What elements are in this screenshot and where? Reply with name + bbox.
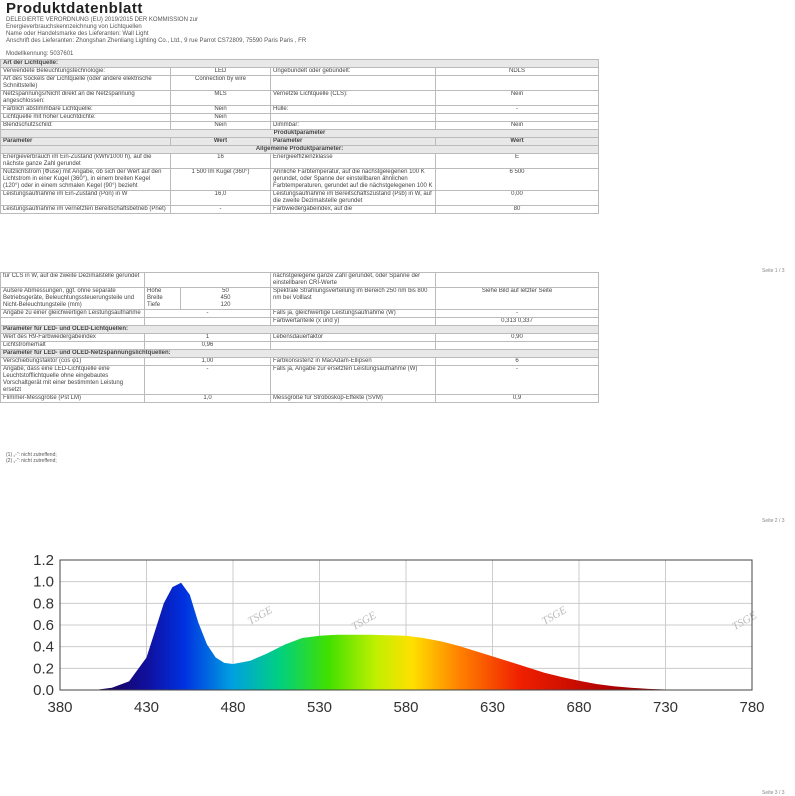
cell: [271, 342, 436, 350]
cell: -: [436, 310, 599, 318]
cell: Höhe Breite Tiefe: [145, 288, 181, 310]
column-header: Parameter: [1, 138, 171, 146]
cell: Farbwertanteile (x und y): [271, 318, 436, 326]
cell: 16,0: [171, 191, 271, 206]
cell: Wert des R9-Farbwiedergabeindex: [1, 334, 145, 342]
cell: -: [436, 366, 599, 395]
cell: Art des Sockels der Lichtquelle (oder andere elektrische Schnittstelle): [1, 76, 171, 91]
page-number: Seite 3 / 3: [762, 790, 785, 796]
cell: Verwendete Beleuchtungstechnologie:: [1, 68, 171, 76]
cell: Nein: [171, 106, 271, 114]
cell: Nein: [171, 122, 271, 130]
cell: 0,96: [145, 342, 271, 350]
cell: Flimmer-Messgröße (Pst LM): [1, 395, 145, 403]
section-header: Produktparameter: [1, 130, 599, 138]
cell: 50 450 120: [181, 288, 271, 310]
cell: [436, 114, 599, 122]
cell: E: [436, 154, 599, 169]
cell: Siehe Bild auf letzter Seite: [436, 288, 599, 310]
product-table-page1: [0, 59, 599, 214]
cell: [145, 318, 271, 326]
cell: Lichtquelle mit hoher Leuchtdichte:: [1, 114, 171, 122]
spectrum-chart: [0, 540, 795, 720]
cell: Hülle:: [271, 106, 436, 114]
x-tick-label: 680: [566, 699, 592, 716]
cell: Nein: [436, 91, 599, 106]
section-header: Parameter für LED- und OLED-Lichtquellen:: [1, 326, 599, 334]
cell: -: [145, 310, 271, 318]
section-header: Allgemeine Produktparameter:: [1, 146, 599, 154]
cell: Leistungsaufnahme im Ein-Zustand (Pon) in W: [1, 191, 171, 206]
cell: Angabe zu einer gleichwertigen Leistungsaufnahme: [1, 310, 145, 318]
cell: LED: [171, 68, 271, 76]
cell: Nein: [171, 114, 271, 122]
section-header: Parameter für LED- und OLED-Netzspannungslichtquellen:: [1, 350, 599, 358]
cell: 0,90: [436, 334, 599, 342]
cell: Farblich abstimmbare Lichtquelle:: [1, 106, 171, 114]
x-tick-label: 480: [220, 699, 246, 716]
cell: Spektrale Strahlungsverteilung im Bereich 250 nm bis 800 nm bei Volllast: [271, 288, 436, 310]
column-header: Wert: [171, 138, 271, 146]
cell: NDLS: [436, 68, 599, 76]
cell: [271, 114, 436, 122]
cell: 6: [436, 358, 599, 366]
product-table-page2: [0, 272, 599, 403]
cell: Energieverbrauch im Ein-Zustand (kWh/1000 h), auf die nächste ganze Zahl gerundet: [1, 154, 171, 169]
cell: -: [171, 206, 271, 214]
cell: für CLS in W, auf die zweite Dezimalstelle gerundet: [1, 273, 145, 288]
x-tick-label: 530: [306, 699, 333, 716]
cell: Falls ja, Angabe zur ersetzten Leistungsaufnahme (W): [271, 366, 436, 395]
page-number: Seite 1 / 3: [762, 268, 785, 274]
cell: 1,00: [145, 358, 271, 366]
x-tick-label: 730: [652, 699, 679, 716]
y-tick-label: 0.8: [33, 595, 54, 613]
header-line: Name oder Handelsmarke des Lieferanten: Wall Light: [6, 31, 149, 37]
cell: Nutzlichtstrom (Φuse) mit Angabe, ob sich der Wert auf den Lichtstrom in einer Kugel (360°), in einem breiten Kegel (120°) oder in einem schmalen Kegel (90°) bezieht: [1, 169, 171, 191]
header-line: DELEGIERTE VERORDNUNG (EU) 2019/2015 DER KOMMISSION zur: [6, 17, 198, 23]
cell: Farbwiedergabeindex, auf die: [271, 206, 436, 214]
cell: 0,9: [436, 395, 599, 403]
footnote: (2) „-“: nicht zutreffend;: [6, 458, 57, 464]
watermark: TSGE: [349, 609, 379, 634]
cell: -: [145, 366, 271, 395]
cell: Leistungsaufnahme im vernetzten Bereitschaftsbetrieb (Pnet): [1, 206, 171, 214]
cell: Ähnliche Farbtemperatur, auf die nächstgelegenen 100 K gerundet, oder Spanne der einstellbaren ähnlichen Farbtemperaturen, gerundet auf die nächstgelegenen 100 K: [271, 169, 436, 191]
cell: Messgröße für Stroboskop-Effekte (SVM): [271, 395, 436, 403]
cell: [1, 318, 145, 326]
cell: 1,0: [145, 395, 271, 403]
cell: 0,00: [436, 191, 599, 206]
cell: 80: [436, 206, 599, 214]
y-tick-label: 0.0: [33, 682, 54, 699]
cell: [436, 342, 599, 350]
cell: Energieeffizienzklasse: [271, 154, 436, 169]
cell: 0,313 0,337: [436, 318, 599, 326]
cell: Farbkonsistenz in MacAdam-Ellipsen: [271, 358, 436, 366]
cell: [436, 273, 599, 288]
header-line: Modellkennung: 5037601: [6, 51, 74, 57]
cell: 1: [145, 334, 271, 342]
cell: Nein: [436, 122, 599, 130]
cell: Lebensdauerfaktor: [271, 334, 436, 342]
y-tick-label: 0.4: [33, 638, 54, 656]
x-tick-label: 580: [393, 699, 419, 716]
x-tick-label: 780: [739, 699, 765, 716]
spectrum-area: [95, 583, 701, 690]
cell: Netzspannungs/Nicht direkt an die Netzspannung angeschlossen:: [1, 91, 171, 106]
header-line: Energieverbrauchskennzeichnung von Lichtquellen: [6, 24, 142, 30]
y-tick-label: 0.2: [33, 660, 54, 678]
cell: 6 500: [436, 169, 599, 191]
section-header: Art der Lichtquelle:: [1, 60, 599, 68]
x-tick-label: 430: [133, 699, 160, 716]
cell: Angabe, dass eine LED-Lichtquelle eine Leuchtstofflichtquelle ohne eingebautes Vorschaltgerät mit einer bestimmten Leistung ersetzt: [1, 366, 145, 395]
column-header: Wert: [436, 138, 599, 146]
cell: [271, 76, 436, 91]
watermark: TSGE: [539, 604, 569, 628]
y-tick-label: 0.6: [33, 617, 54, 634]
cell: Lichtstromerhalt: [1, 342, 145, 350]
x-tick-label: 380: [47, 699, 73, 716]
x-tick-label: 630: [479, 699, 506, 716]
cell: 16: [171, 154, 271, 169]
y-tick-label: 1.0: [33, 573, 54, 591]
cell: MLS: [171, 91, 271, 106]
cell: Äußere Abmessungen, ggf. ohne separate Betriebsgeräte, Beleuchtungssteuerungsteile und Nicht-Beleuchtungsteile (mm): [1, 288, 145, 310]
y-tick-label: 1.2: [33, 552, 54, 569]
watermark: TSGE: [730, 609, 759, 634]
cell: nächstgelegene ganze Zahl gerundet, oder Spanne der einstellbaren CRI-Werte: [271, 273, 436, 288]
cell: Ungebündelt oder gebündelt:: [271, 68, 436, 76]
cell: Vernetzte Lichtquelle (CLS):: [271, 91, 436, 106]
footnote: (1) „-“: nicht zutreffend;: [6, 452, 57, 458]
cell: 1 500 lm Kugel (360°): [171, 169, 271, 191]
cell: Falls ja, gleichwertige Leistungsaufnahme (W): [271, 310, 436, 318]
page-title: Produktdatenblatt: [6, 0, 143, 17]
page-number: Seite 2 / 3: [762, 518, 785, 524]
cell: Verschiebungsfaktor (cos φ1): [1, 358, 145, 366]
cell: [145, 273, 271, 288]
cell: Leistungsaufnahme im Bereitschaftszustand (Psb) in W, auf die zweite Dezimalstelle gerundet: [271, 191, 436, 206]
header-line: Anschrift des Lieferanten: Zhongshan Zhenliang Lighting Co., Ltd., 9 rue Parrot CS72809, 75590 Paris Paris , FR: [6, 38, 307, 44]
cell: Blendschutzschild:: [1, 122, 171, 130]
cell: Connection by wire: [171, 76, 271, 91]
cell: Dimmbar:: [271, 122, 436, 130]
column-header: Parameter: [271, 138, 436, 146]
cell: [436, 76, 599, 91]
cell: -: [436, 106, 599, 114]
watermark: TSGE: [245, 604, 275, 628]
